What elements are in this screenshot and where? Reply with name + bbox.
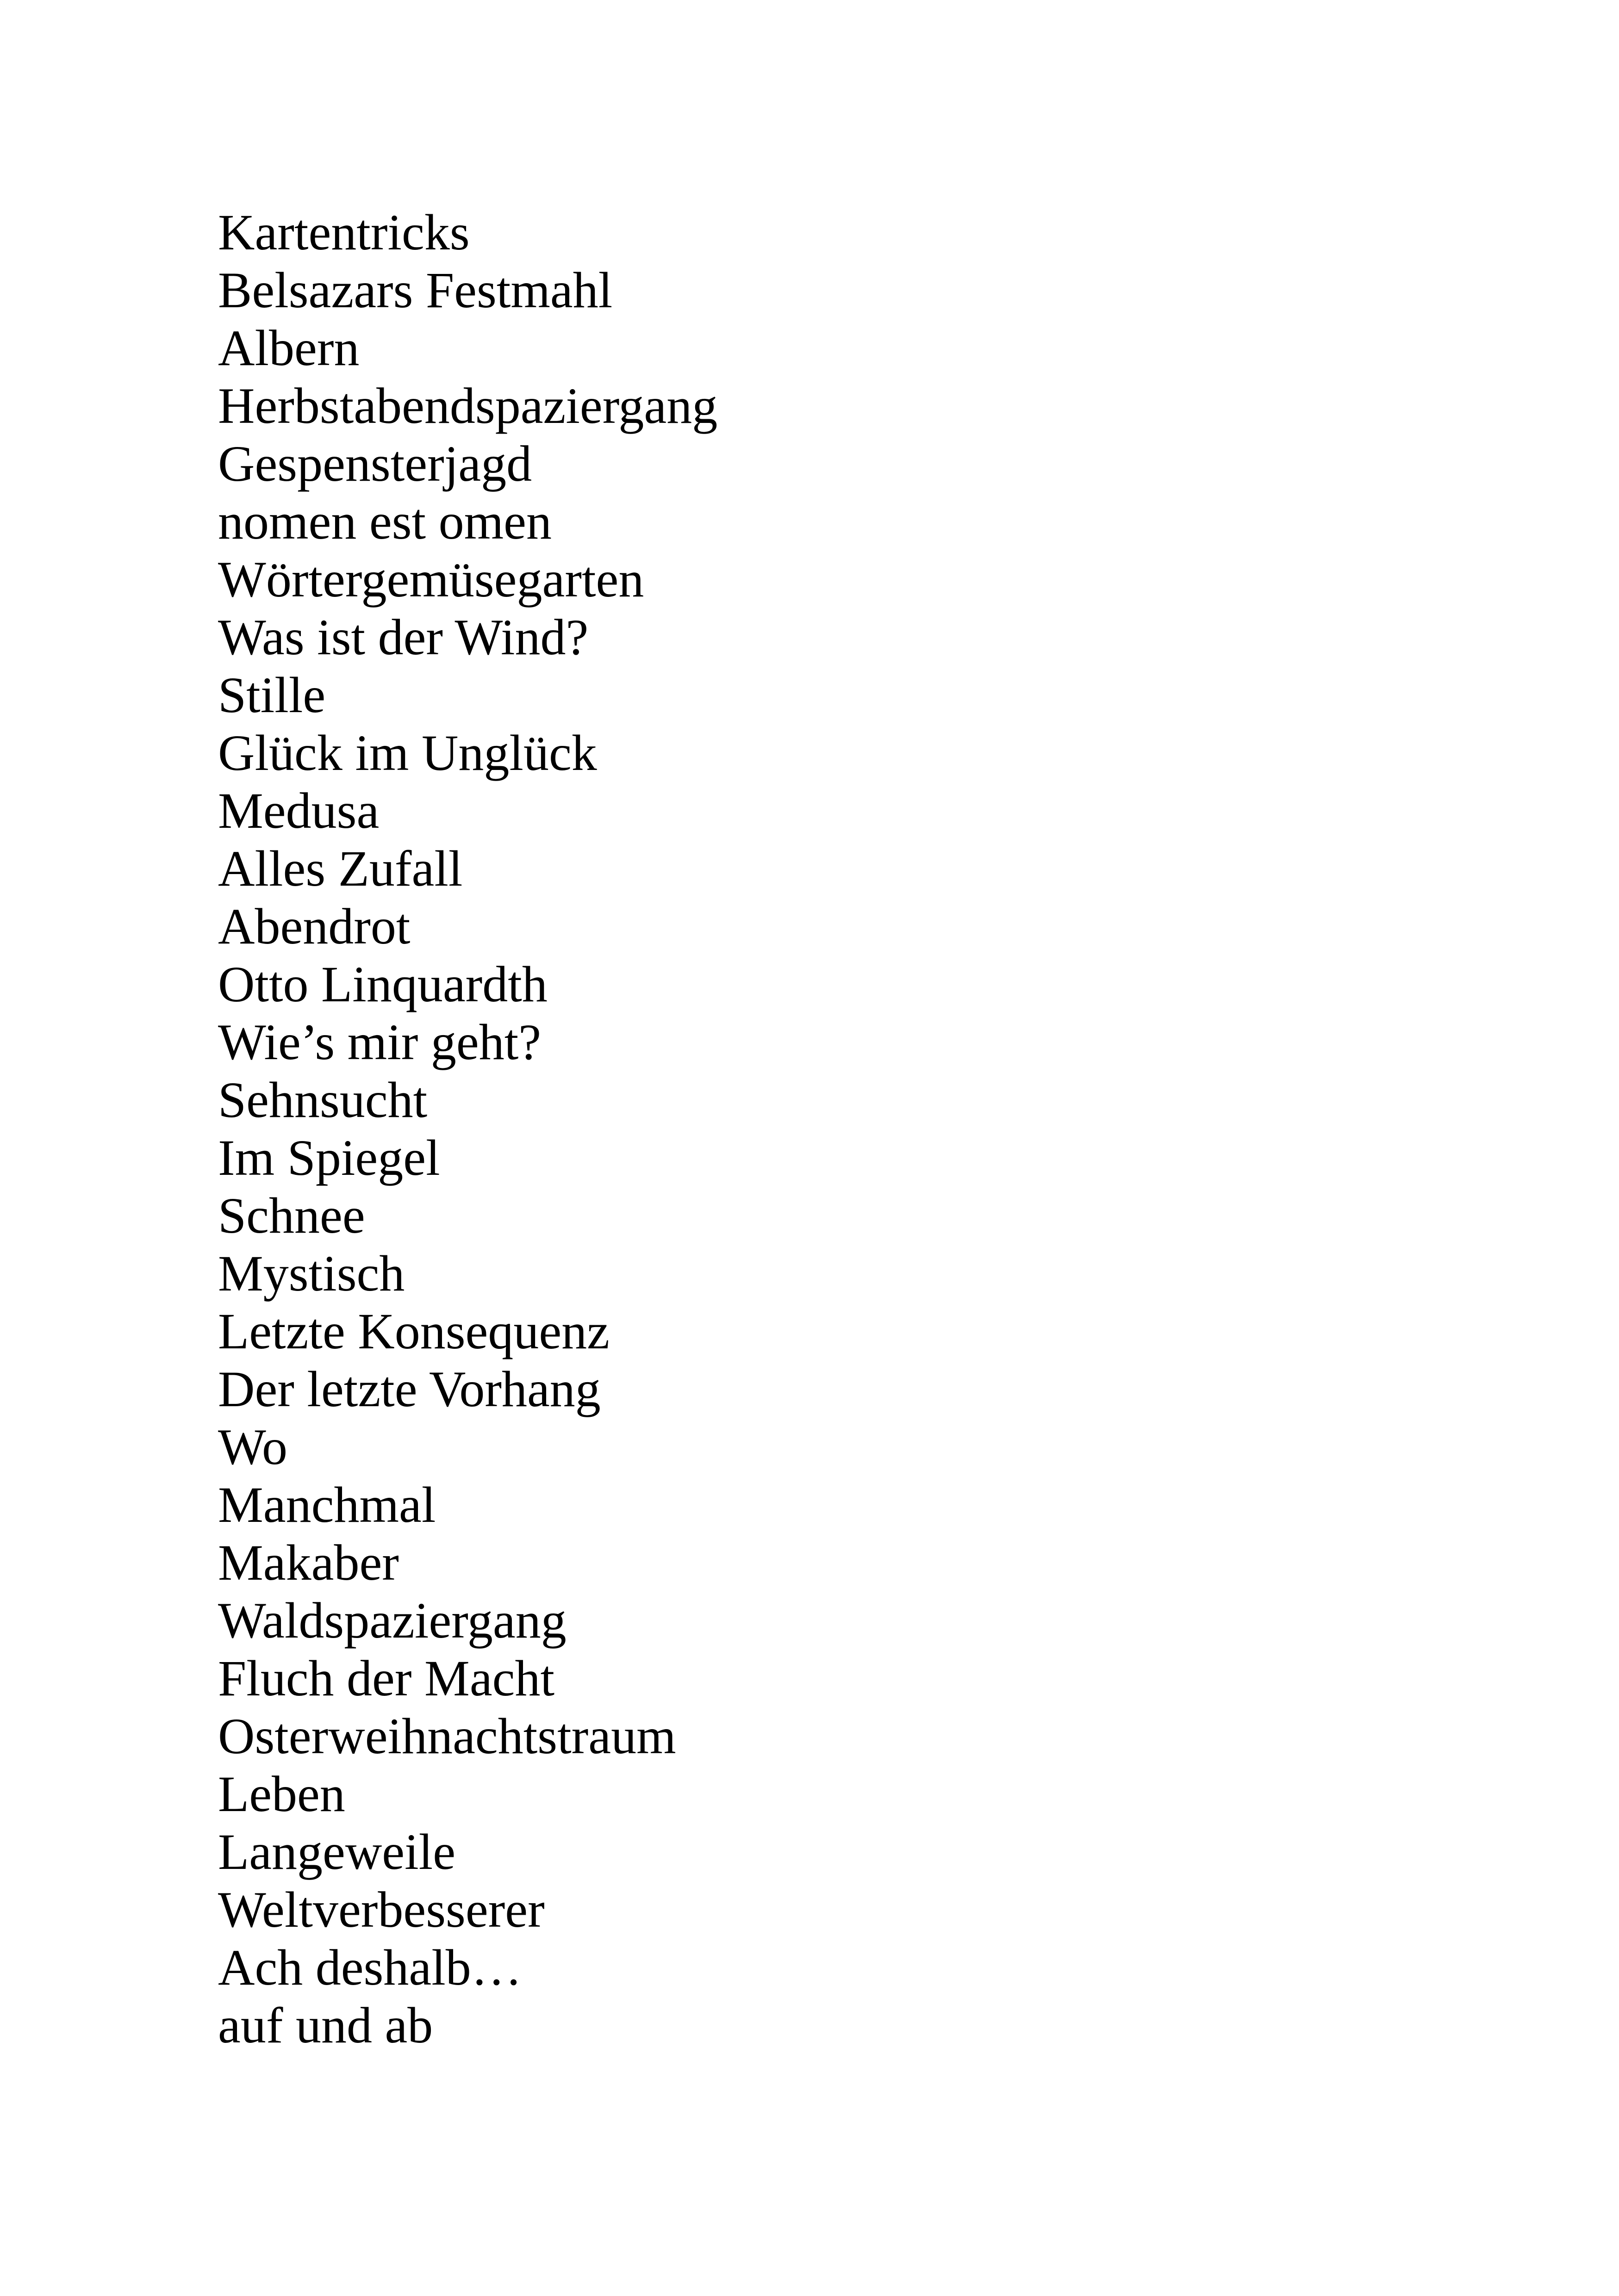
title-item: Der letzte Vorhang [218,1361,601,1417]
title-item: Wo [218,1419,288,1475]
title-item: Makaber [218,1534,399,1591]
title-item: Alles Zufall [218,840,463,897]
title-item: Otto Linquardth [218,956,548,1012]
title-item: Sehnsucht [218,1072,428,1128]
title-item: auf und ab [218,1997,433,2054]
title-item: Wörtergemüsegarten [218,551,644,608]
title-item: Herbstabendspaziergang [218,378,718,434]
title-item: Was ist der Wind? [218,609,589,665]
title-item: Gespensterjagd [218,435,532,492]
title-item: Fluch der Macht [218,1650,555,1706]
title-item: Osterweihnachtstraum [218,1708,676,1764]
title-item: Schnee [218,1187,365,1244]
title-item: Weltverbesserer [218,1881,545,1938]
title-item: Abendrot [218,898,411,955]
title-item: Leben [218,1766,345,1822]
title-item: Manchmal [218,1477,436,1533]
title-item: Ach deshalb… [218,1939,522,1996]
title-list [218,204,1421,2054]
title-item: Medusa [218,782,380,839]
title-item: Waldspaziergang [218,1592,567,1649]
title-item: Glück im Unglück [218,725,597,781]
title-item: Im Spiegel [218,1129,440,1186]
title-item: Albern [218,320,360,376]
title-item: Mystisch [218,1245,405,1302]
title-item: nomen est omen [218,493,552,550]
title-item: Belsazars Festmahl [218,262,613,318]
title-item: Wie’s mir geht? [218,1014,542,1070]
title-item: Letzte Konsequenz [218,1303,610,1359]
title-item: Stille [218,667,326,723]
title-item: Kartentricks [218,204,470,261]
title-item: Langeweile [218,1824,456,1880]
